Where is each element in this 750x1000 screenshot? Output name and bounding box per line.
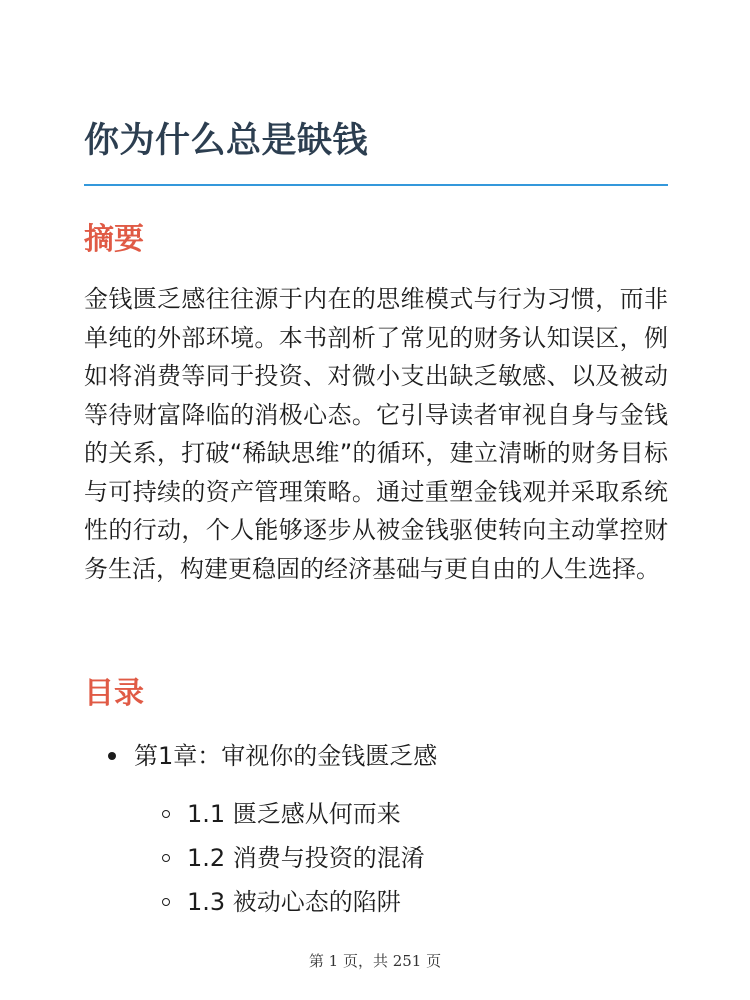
toc-section-item[interactable] bbox=[162, 884, 401, 920]
bullet-circle-icon bbox=[162, 898, 170, 906]
bullet-circle-icon bbox=[162, 854, 170, 862]
toc-section-label: 1.2 消费与投资的混淆 bbox=[187, 844, 425, 872]
summary-text: 金钱匮乏感往往源于内在的思维模式与行为习惯，而非单纯的外部环境。本书剖析了常见的财务认知误区，例如将消费等同于投资、对微小支出缺乏敏感、以及被动等待财富降临的消极心态。它引导读者审视自身与金钱的关系，打破“稀缺思维”的循环，建立清晰的财务目标与可持续的资产管理策略。通过重塑金钱观并采取系统性的行动，个人能够逐步从被金钱驱使转向主动掌控财务生活，构建更稳固的经济基础与更自由的人生选择。 bbox=[84, 285, 668, 583]
bullet-disc-icon bbox=[108, 752, 116, 760]
title-divider bbox=[84, 184, 668, 186]
toc-chapter-label: 第1章：审视你的金钱匮乏感 bbox=[134, 742, 438, 770]
toc-section-item[interactable] bbox=[162, 840, 425, 876]
page-number-footer: 第 1 页，共 251 页 bbox=[308, 952, 442, 970]
toc-section-label: 1.1 匮乏感从何而来 bbox=[187, 800, 401, 828]
bullet-circle-icon bbox=[162, 810, 170, 818]
toc-chapter-item[interactable] bbox=[108, 738, 437, 774]
toc-section-label: 1.3 被动心态的陷阱 bbox=[187, 888, 401, 916]
toc-section-item[interactable] bbox=[162, 796, 401, 832]
toc-heading: 目录 bbox=[84, 676, 144, 711]
document-title: 你为什么总是缺钱 bbox=[84, 121, 369, 161]
summary-heading: 摘要 bbox=[84, 222, 144, 257]
